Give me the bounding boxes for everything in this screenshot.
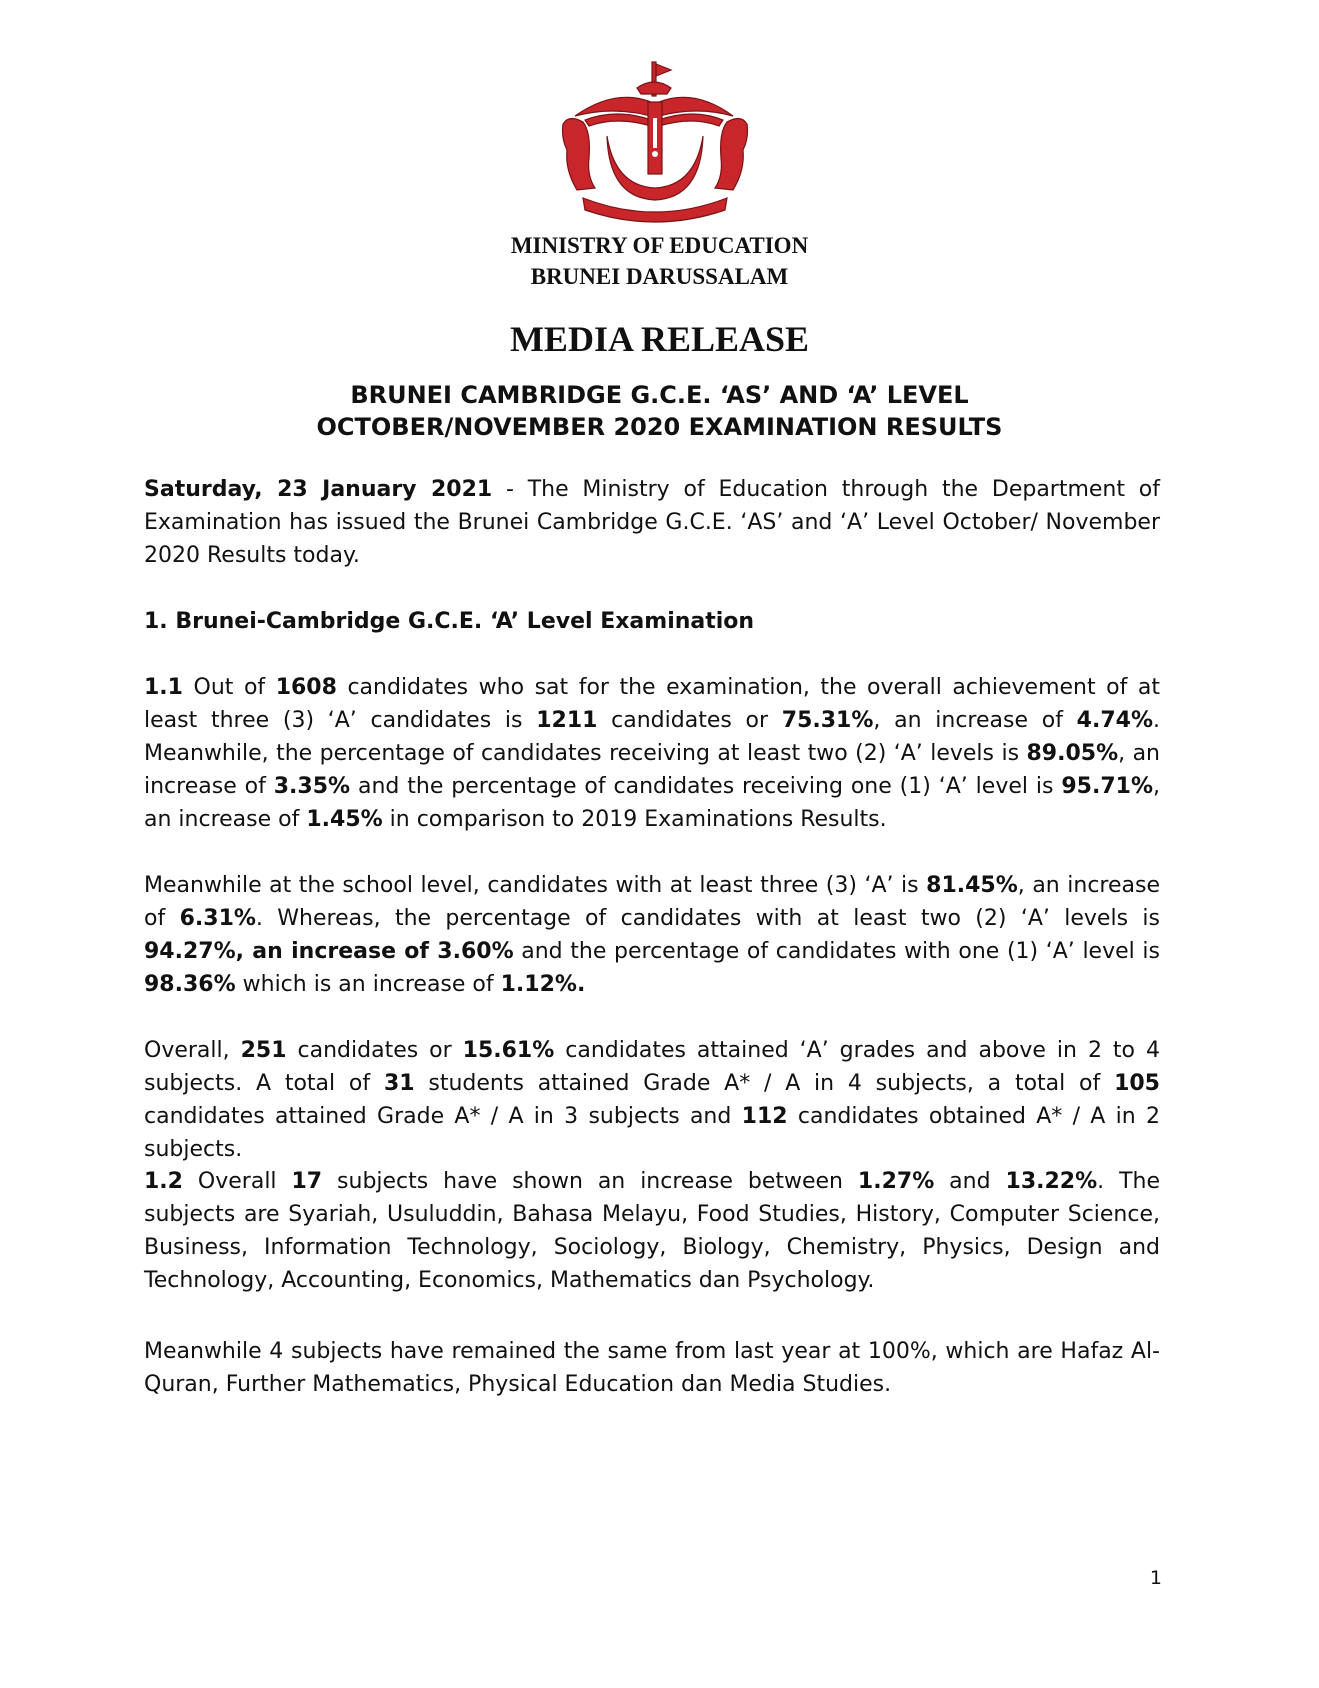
school-two-a-result: 94.27%, an increase of 3.60% [144, 939, 514, 964]
text-run: which is an increase of [235, 972, 501, 997]
unchanged-subjects-paragraph: Meanwhile 4 subjects have remained the same from last year at 100%, which are Hafaz Al-Quran, Further Mathematics, Physical Education dan Media Studies. [144, 1339, 1160, 1397]
overall-paragraph [144, 1034, 1160, 1166]
intro-paragraph [144, 473, 1160, 572]
text-run: candidates attained Grade A* / A in 3 subjects and [144, 1104, 742, 1129]
candidates-total: 1608 [275, 675, 337, 700]
text-run: and the percentage of candidates with one (1) ‘A’ level is [513, 939, 1160, 964]
text-run: subjects have shown an increase between [322, 1169, 858, 1194]
text-run: Out of [182, 675, 276, 700]
country-name: BRUNEI DARUSSALAM [530, 264, 789, 289]
four-subjects-count: 31 [383, 1071, 415, 1096]
text-run: students attained Grade A* / A in 4 subjects, a total of [414, 1071, 1115, 1096]
text-run: . The subjects are Syariah, Usuluddin, Bahasa Melayu, Food Studies, History, Computer Science, Business, Information Technology, Sociology, Biology, Chemistry, Physics, Design and Technology, Accounting, Economics, Mathematics dan Psychology. [144, 1169, 1161, 1293]
three-a-percentage: 75.31% [781, 708, 874, 733]
two-subjects-count: 112 [741, 1104, 788, 1129]
text-run: . Whereas, the percentage of candidates with at least two (2) ‘A’ levels is [255, 906, 1160, 931]
school-one-a-percentage: 98.36% [144, 972, 236, 997]
two-a-increase: 3.35% [273, 774, 351, 799]
paragraph-label: 1.2 [144, 1169, 183, 1194]
text-run: candidates or [597, 708, 782, 733]
text-run: candidates who sat for the examination, the overall achievement of at least three (3) ‘A’ candidates is [144, 675, 1160, 733]
ministry-name: MINISTRY OF EDUCATION [510, 233, 809, 258]
text-run: in comparison to 2019 Examinations Results. [382, 807, 887, 832]
release-title-line1: BRUNEI CAMBRIDGE G.C.E. ‘AS’ AND ‘A’ LEVEL [350, 381, 969, 409]
text-run: , an increase of [873, 708, 1077, 733]
text-run: and the percentage of candidates receiving one (1) ‘A’ level is [350, 774, 1062, 799]
one-a-increase: 1.45% [306, 807, 383, 832]
release-title [0, 379, 1319, 443]
document-type-title: MEDIA RELEASE [509, 319, 810, 359]
ministry-heading [0, 230, 1319, 292]
text-run: Meanwhile at the school level, candidates with at least three (3) ‘A’ is [144, 873, 927, 898]
overall-percentage: 15.61% [462, 1038, 555, 1063]
two-a-percentage: 89.05% [1026, 741, 1119, 766]
page-number: 1 [1149, 1567, 1162, 1589]
paragraph-label: 1.1 [144, 675, 183, 700]
text-run: candidates attained ‘A’ grades and above in 2 to 4 subjects. A total of [144, 1038, 1160, 1096]
section-heading: 1. Brunei-Cambridge G.C.E. ‘A’ Level Examination [144, 609, 755, 634]
increase-low: 1.27% [857, 1169, 935, 1194]
release-date: Saturday, 23 January 2021 [144, 477, 493, 502]
brunei-crest-icon [555, 58, 755, 224]
school-three-a-percentage: 81.45% [926, 873, 1018, 898]
paragraph-1-2 [144, 1165, 1160, 1297]
release-title-line2: OCTOBER/NOVEMBER 2020 EXAMINATION RESULTS [316, 413, 1003, 441]
paragraph-1-1 [144, 671, 1160, 836]
school-one-a-increase: 1.12%. [500, 972, 586, 997]
three-a-count: 1211 [536, 708, 598, 733]
school-level-paragraph [144, 869, 1160, 1001]
text-run: Overall, [144, 1038, 241, 1063]
text-run: , an increase of [144, 741, 1160, 799]
text-run: and [934, 1169, 1006, 1194]
text-run: , an increase of [144, 774, 1160, 832]
one-a-percentage: 95.71% [1061, 774, 1153, 799]
subjects-increased-count: 17 [291, 1169, 323, 1194]
three-a-increase: 4.74% [1076, 708, 1153, 733]
overall-count: 251 [240, 1038, 287, 1063]
three-subjects-count: 105 [1114, 1071, 1160, 1096]
increase-high: 13.22% [1005, 1169, 1098, 1194]
text-run: . Meanwhile, the percentage of candidates receiving at least two (2) ‘A’ levels is [144, 708, 1160, 766]
school-three-a-increase: 6.31% [179, 906, 256, 931]
intro-text: - The Ministry of Education through the Department of Examination has issued the Brunei Cambridge G.C.E. ‘AS’ and ‘A’ Level October/ November 2020 Results today. [144, 477, 1160, 568]
text-run: , an increase of [144, 873, 1160, 931]
text-run: candidates obtained A* / A in 2 subjects. [144, 1104, 1160, 1162]
text-run: Overall [182, 1169, 292, 1194]
text-run: candidates or [286, 1038, 463, 1063]
